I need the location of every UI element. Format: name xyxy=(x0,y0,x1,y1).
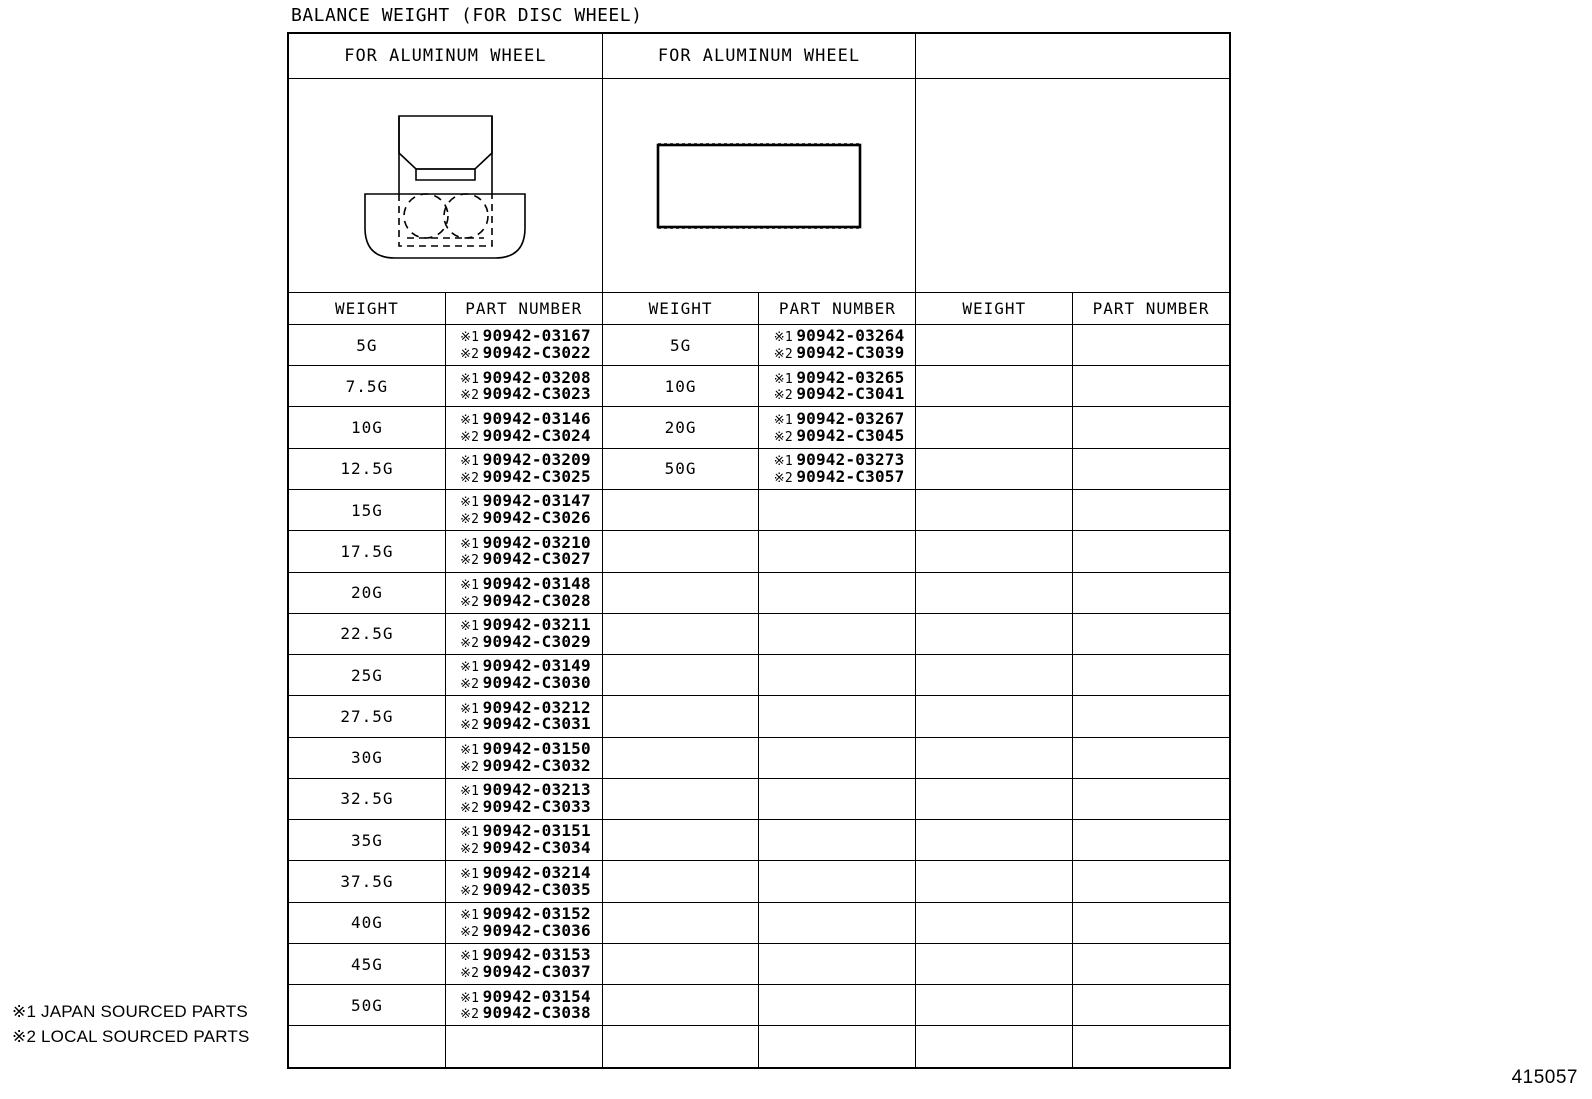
source-mark-icon: ※1 xyxy=(773,330,793,346)
part-number-value: 90942-03153 xyxy=(482,945,591,965)
part-number-cell xyxy=(759,324,916,365)
weight-cell xyxy=(602,861,759,902)
part-number-value: 90942-03150 xyxy=(482,738,591,758)
part-number-line xyxy=(446,425,602,445)
part-number-line xyxy=(446,840,602,857)
weight-cell: 32.5G xyxy=(289,778,446,819)
table-row xyxy=(289,655,1230,696)
part-number-cell xyxy=(759,861,916,902)
part-number-cell xyxy=(1073,1026,1230,1068)
adhesive-tape-balance-weight-icon xyxy=(653,140,865,232)
group-header-2 xyxy=(916,34,1230,79)
part-number-cell xyxy=(445,737,602,778)
part-number-value: 90942-03211 xyxy=(482,615,591,635)
part-number-cell xyxy=(759,531,916,572)
part-number-cell xyxy=(445,1026,602,1068)
weight-cell: 30G xyxy=(289,737,446,778)
part-number-value: 90942-C3039 xyxy=(796,343,905,363)
part-number-value: 90942-03154 xyxy=(482,986,591,1006)
part-number-cell xyxy=(1073,366,1230,407)
weight-cell xyxy=(916,324,1073,365)
part-number-cell xyxy=(445,448,602,489)
source-mark-icon: ※1 xyxy=(460,784,480,800)
source-mark-icon: ※1 xyxy=(460,536,480,552)
weight-cell xyxy=(916,778,1073,819)
table-row xyxy=(289,324,1230,365)
source-mark-icon: ※2 xyxy=(460,718,480,734)
weight-cell xyxy=(916,407,1073,448)
source-mark-icon: ※2 xyxy=(773,388,793,404)
table-row xyxy=(289,366,1230,407)
weight-cell: 12.5G xyxy=(289,448,446,489)
column-header-row xyxy=(289,292,1230,324)
weight-cell xyxy=(602,1026,759,1068)
source-mark-icon: ※1 xyxy=(460,495,480,511)
source-mark-icon: ※1 xyxy=(460,577,480,593)
table-row xyxy=(289,407,1230,448)
weight-cell xyxy=(602,613,759,654)
weight-cell: 7.5G xyxy=(289,366,446,407)
part-number-value: 90942-03151 xyxy=(482,821,591,841)
part-number-value: 90942-C3030 xyxy=(482,673,591,693)
part-number-value: 90942-C3027 xyxy=(482,549,591,569)
part-number-cell xyxy=(759,737,916,778)
weight-cell xyxy=(602,655,759,696)
table-row xyxy=(289,572,1230,613)
weight-cell: 22.5G xyxy=(289,613,446,654)
table-row xyxy=(289,902,1230,943)
balance-weight-parts-table xyxy=(288,33,1230,1068)
source-mark-icon: ※1 xyxy=(773,371,793,387)
table-row xyxy=(289,1026,1230,1068)
part-number-value: 90942-C3024 xyxy=(482,425,591,445)
part-number-value: 90942-03210 xyxy=(482,532,591,552)
table-row xyxy=(289,696,1230,737)
part-number-cell xyxy=(759,696,916,737)
part-number-cell xyxy=(445,943,602,984)
weight-cell: 20G xyxy=(602,407,759,448)
group-header-row xyxy=(289,34,1230,79)
weight-cell xyxy=(602,572,759,613)
part-number-value: 90942-C3033 xyxy=(482,796,591,816)
part-number-cell xyxy=(759,902,916,943)
clip-on-balance-weight-icon xyxy=(347,106,543,266)
source-mark-icon: ※1 xyxy=(460,825,480,841)
source-mark-icon: ※1 xyxy=(460,907,480,923)
column-header-weight-1: WEIGHT xyxy=(602,292,759,324)
part-number-value: 90942-C3036 xyxy=(482,920,591,940)
part-number-value: 90942-C3032 xyxy=(482,755,591,775)
part-number-cell xyxy=(1073,737,1230,778)
weight-cell: 10G xyxy=(289,407,446,448)
source-mark-icon: ※1 xyxy=(460,330,480,346)
illustration-row xyxy=(289,79,1230,292)
part-number-cell xyxy=(445,820,602,861)
source-mark-icon: ※1 xyxy=(460,454,480,470)
part-number-value: 90942-03152 xyxy=(482,903,591,923)
weight-cell xyxy=(602,902,759,943)
part-number-value: 90942-C3025 xyxy=(482,466,591,486)
part-number-value: 90942-03149 xyxy=(482,656,591,676)
weight-cell xyxy=(602,737,759,778)
source-mark-icon: ※2 xyxy=(460,966,480,982)
part-number-cell xyxy=(445,655,602,696)
part-number-value: 90942-03146 xyxy=(482,408,591,428)
table-row xyxy=(289,490,1230,531)
weight-cell xyxy=(916,737,1073,778)
weight-cell: 50G xyxy=(602,448,759,489)
part-number-value: 90942-03264 xyxy=(796,326,905,346)
source-mark-icon: ※2 xyxy=(460,512,480,528)
part-number-value: 90942-03212 xyxy=(482,697,591,717)
source-mark-icon: ※1 xyxy=(460,619,480,635)
weight-cell xyxy=(916,820,1073,861)
part-number-cell xyxy=(445,366,602,407)
part-number-cell xyxy=(1073,572,1230,613)
part-number-cell xyxy=(1073,531,1230,572)
part-number-line xyxy=(446,590,602,610)
weight-cell: 25G xyxy=(289,655,446,696)
part-number-line xyxy=(446,345,602,362)
source-mark-icon: ※2 xyxy=(773,347,793,363)
weight-cell: 17.5G xyxy=(289,531,446,572)
part-number-line xyxy=(759,386,915,403)
part-number-value: 90942-C3031 xyxy=(482,714,591,734)
part-number-cell xyxy=(1073,985,1230,1026)
part-number-value: 90942-03167 xyxy=(482,326,591,346)
weight-cell: 10G xyxy=(602,366,759,407)
weight-cell xyxy=(916,902,1073,943)
source-mark-icon: ※2 xyxy=(460,924,480,940)
column-header-partnumber-0: PART NUMBER xyxy=(445,292,602,324)
part-number-cell xyxy=(445,696,602,737)
table-row xyxy=(289,613,1230,654)
part-number-cell xyxy=(1073,778,1230,819)
part-number-line xyxy=(446,964,602,981)
weight-cell xyxy=(916,448,1073,489)
source-mark-icon: ※2 xyxy=(460,635,480,651)
weight-cell xyxy=(602,985,759,1026)
source-mark-icon: ※2 xyxy=(773,470,793,486)
weight-cell xyxy=(602,696,759,737)
weight-cell xyxy=(602,820,759,861)
weight-cell xyxy=(602,490,759,531)
part-number-line xyxy=(446,466,602,486)
part-number-value: 90942-03214 xyxy=(482,862,591,882)
weight-cell xyxy=(916,366,1073,407)
source-mark-icon: ※1 xyxy=(460,660,480,676)
source-mark-icon: ※2 xyxy=(460,553,480,569)
part-number-value: 90942-C3034 xyxy=(482,838,591,858)
part-number-cell xyxy=(759,490,916,531)
part-number-cell xyxy=(759,407,916,448)
part-number-value: 90942-03147 xyxy=(482,491,591,511)
part-number-value: 90942-C3045 xyxy=(796,425,905,445)
table-row xyxy=(289,531,1230,572)
part-number-value: 90942-C3023 xyxy=(482,384,591,404)
part-number-value: 90942-03265 xyxy=(796,367,905,387)
part-number-value: 90942-03213 xyxy=(482,780,591,800)
source-mark-icon: ※2 xyxy=(773,429,793,445)
source-mark-icon: ※1 xyxy=(460,990,480,1006)
part-number-cell xyxy=(445,985,602,1026)
source-mark-icon: ※2 xyxy=(460,759,480,775)
illustration-cell-1 xyxy=(602,79,916,292)
part-number-cell xyxy=(445,902,602,943)
weight-cell xyxy=(289,1026,446,1068)
weight-cell: 37.5G xyxy=(289,861,446,902)
weight-cell xyxy=(916,943,1073,984)
source-mark-icon: ※1 xyxy=(460,371,480,387)
source-mark-icon: ※2 xyxy=(460,1007,480,1023)
part-number-line xyxy=(446,1005,602,1022)
part-number-cell xyxy=(1073,943,1230,984)
table-row xyxy=(289,985,1230,1026)
table-row xyxy=(289,861,1230,902)
part-number-cell xyxy=(445,613,602,654)
source-mark-icon: ※2 xyxy=(460,347,480,363)
footnote-local-sourced: ※2 LOCAL SOURCED PARTS xyxy=(12,1026,250,1046)
part-number-cell xyxy=(759,778,916,819)
weight-cell: 20G xyxy=(289,572,446,613)
source-mark-icon: ※2 xyxy=(460,429,480,445)
part-number-value: 90942-03208 xyxy=(482,367,591,387)
part-number-cell xyxy=(759,1026,916,1068)
column-header-weight-0: WEIGHT xyxy=(289,292,446,324)
part-number-value: 90942-C3029 xyxy=(482,631,591,651)
part-number-line xyxy=(446,631,602,651)
part-number-cell xyxy=(759,985,916,1026)
page-title: BALANCE WEIGHT (FOR DISC WHEEL) xyxy=(291,5,643,26)
weight-cell xyxy=(916,985,1073,1026)
source-mark-icon: ※1 xyxy=(460,412,480,428)
weight-cell xyxy=(916,613,1073,654)
weight-cell xyxy=(602,778,759,819)
part-number-value: 90942-03209 xyxy=(482,450,591,470)
weight-cell: 15G xyxy=(289,490,446,531)
part-number-line xyxy=(446,920,602,940)
column-header-weight-2: WEIGHT xyxy=(916,292,1073,324)
part-number-value: 90942-C3022 xyxy=(482,343,591,363)
source-mark-icon: ※1 xyxy=(460,742,480,758)
weight-cell xyxy=(916,696,1073,737)
part-number-line xyxy=(446,510,602,527)
part-number-cell xyxy=(759,943,916,984)
part-number-cell xyxy=(759,820,916,861)
part-number-cell xyxy=(1073,696,1230,737)
part-number-cell xyxy=(1073,490,1230,531)
weight-cell: 45G xyxy=(289,943,446,984)
part-number-cell xyxy=(759,613,916,654)
source-mark-icon: ※2 xyxy=(460,883,480,899)
weight-cell xyxy=(916,572,1073,613)
part-number-cell xyxy=(445,861,602,902)
illustration-cell-2 xyxy=(916,79,1230,292)
weight-cell: 35G xyxy=(289,820,446,861)
part-number-value: 90942-C3028 xyxy=(482,590,591,610)
weight-cell: 50G xyxy=(289,985,446,1026)
part-number-cell xyxy=(1073,324,1230,365)
part-number-line xyxy=(759,345,915,362)
part-number-line xyxy=(446,879,602,899)
source-mark-icon: ※1 xyxy=(460,701,480,717)
source-mark-icon: ※2 xyxy=(460,800,480,816)
weight-cell xyxy=(916,655,1073,696)
illustration-cell-0 xyxy=(289,79,603,292)
column-header-partnumber-1: PART NUMBER xyxy=(759,292,916,324)
source-mark-icon: ※1 xyxy=(773,454,793,470)
source-mark-icon: ※1 xyxy=(460,949,480,965)
source-mark-icon: ※1 xyxy=(460,866,480,882)
part-number-cell xyxy=(1073,902,1230,943)
part-number-line xyxy=(446,386,602,403)
weight-cell xyxy=(602,531,759,572)
group-header-1: FOR ALUMINUM WHEEL xyxy=(602,34,916,79)
footnote-legend xyxy=(12,1000,250,1049)
part-number-value: 90942-03267 xyxy=(796,408,905,428)
weight-cell xyxy=(916,1026,1073,1068)
part-number-value: 90942-C3026 xyxy=(482,508,591,528)
part-number-cell xyxy=(445,531,602,572)
table-row xyxy=(289,778,1230,819)
table-row xyxy=(289,820,1230,861)
weight-cell: 5G xyxy=(289,324,446,365)
part-number-cell xyxy=(1073,861,1230,902)
part-number-value: 90942-C3037 xyxy=(482,962,591,982)
figure-reference-number: 415057 xyxy=(1511,1067,1578,1088)
part-number-value: 90942-03273 xyxy=(796,450,905,470)
part-number-cell xyxy=(759,366,916,407)
part-number-line xyxy=(446,796,602,816)
part-number-value: 90942-C3057 xyxy=(796,466,905,486)
part-number-line xyxy=(446,675,602,692)
table-row xyxy=(289,737,1230,778)
source-mark-icon: ※2 xyxy=(460,842,480,858)
part-number-cell xyxy=(1073,613,1230,654)
group-header-0: FOR ALUMINUM WHEEL xyxy=(289,34,603,79)
part-number-cell xyxy=(445,572,602,613)
part-number-cell xyxy=(759,448,916,489)
source-mark-icon: ※1 xyxy=(773,412,793,428)
part-number-line xyxy=(446,551,602,568)
part-number-line xyxy=(446,716,602,733)
part-number-line xyxy=(759,466,915,486)
source-mark-icon: ※2 xyxy=(460,388,480,404)
part-number-value: 90942-C3038 xyxy=(482,1003,591,1023)
part-number-cell xyxy=(445,778,602,819)
footnote-japan-sourced: ※1 JAPAN SOURCED PARTS xyxy=(12,1002,248,1021)
part-number-cell xyxy=(445,407,602,448)
table-row xyxy=(289,448,1230,489)
part-number-cell xyxy=(1073,655,1230,696)
source-mark-icon: ※2 xyxy=(460,594,480,610)
weight-cell: 27.5G xyxy=(289,696,446,737)
column-header-partnumber-2: PART NUMBER xyxy=(1073,292,1230,324)
part-number-cell xyxy=(759,655,916,696)
weight-cell xyxy=(916,531,1073,572)
part-number-value: 90942-03148 xyxy=(482,573,591,593)
weight-cell: 5G xyxy=(602,324,759,365)
part-number-value: 90942-C3041 xyxy=(796,384,905,404)
weight-cell xyxy=(916,490,1073,531)
part-number-cell xyxy=(1073,820,1230,861)
weight-cell xyxy=(916,861,1073,902)
part-number-cell xyxy=(1073,448,1230,489)
part-number-line xyxy=(759,425,915,445)
part-number-cell xyxy=(759,572,916,613)
part-number-value: 90942-C3035 xyxy=(482,879,591,899)
source-mark-icon: ※2 xyxy=(460,470,480,486)
part-number-line xyxy=(446,755,602,775)
weight-cell: 40G xyxy=(289,902,446,943)
part-number-cell xyxy=(445,490,602,531)
part-number-cell xyxy=(445,324,602,365)
part-number-cell xyxy=(1073,407,1230,448)
source-mark-icon: ※2 xyxy=(460,677,480,693)
table-row xyxy=(289,943,1230,984)
weight-cell xyxy=(602,943,759,984)
